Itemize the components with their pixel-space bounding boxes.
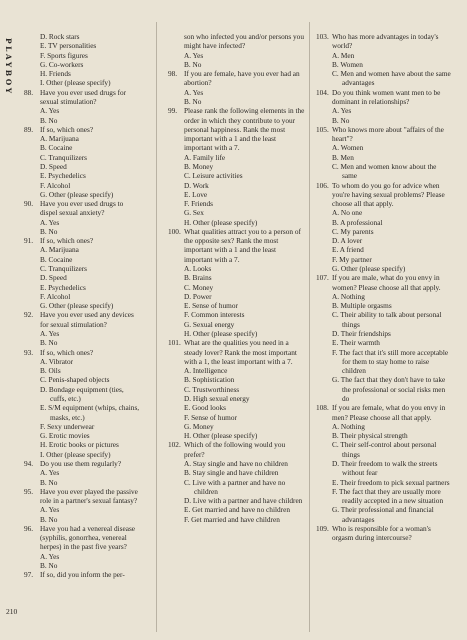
question-text: If so, which ones? <box>40 236 94 246</box>
answer-option: D. Speed <box>40 273 67 283</box>
answer-option: A. Yes <box>332 106 352 116</box>
answer-option: G. Other (please specify) <box>40 189 114 199</box>
option-group <box>168 60 305 69</box>
question-text: Have you ever played the passive role in a partner's sexual fantasy? <box>40 486 138 506</box>
question-text: To whom do you go for advice when you're having sexual problems? Please choose all that apply. <box>332 180 445 209</box>
answer-option: G. Erotic movies <box>40 431 90 441</box>
question-text: What are the qualities you need in a steady lover? Rank the most important with a 1, the least important with a 7. <box>184 338 297 366</box>
answer-option: C. Tranquilizers <box>40 152 88 162</box>
answer-option: C. Men and women know about the same <box>332 161 437 181</box>
answer-option: B. Cocaine <box>40 254 73 264</box>
question-text: If you are female, have you ever had an abortion? <box>184 69 300 88</box>
answer-option: B. Multiple orgasms <box>332 301 392 311</box>
column-3 <box>316 32 453 542</box>
question-item <box>316 273 453 403</box>
question-number: 100. <box>168 226 181 236</box>
question-number: 105. <box>316 124 329 134</box>
answer-option: A. Nothing <box>332 291 365 301</box>
answer-option: C. Money <box>184 282 214 292</box>
answer-option: A. No one <box>332 208 363 218</box>
answer-option: A. Yes <box>40 468 60 478</box>
question-text: Have you ever used drugs to dispel sexual anxiety? <box>40 199 124 218</box>
answer-option: C. Penis-shaped objects <box>40 375 110 385</box>
question-number: 89. <box>24 124 34 134</box>
answer-option: H. Other (please specify) <box>184 217 258 227</box>
answer-option: B. Oils <box>40 366 61 376</box>
answer-option: F. Sports figures <box>40 50 88 60</box>
question-item <box>24 348 140 459</box>
answer-option: B. No <box>40 338 58 348</box>
answer-option: I. Other (please specify) <box>40 449 111 459</box>
answer-option: G. Other (please specify) <box>40 301 114 311</box>
answer-option: B. Men <box>332 152 354 162</box>
question-text: Do you use them regularly? <box>40 458 122 468</box>
question-text: Have you ever used any devices for sexual stimulation? <box>40 310 134 329</box>
answer-option: G. The fact that they don't have to take the professional or social risks men do <box>332 375 446 403</box>
answer-option: G. Sex <box>184 208 204 218</box>
option-group <box>24 69 140 78</box>
question-item <box>24 88 140 125</box>
question-text: Have you ever used drugs for sexual stimulation? <box>40 87 127 106</box>
question-number: 94. <box>24 458 34 468</box>
question-text: Do you think women want men to be dominant in relationships? <box>332 87 441 106</box>
answer-option: A. Yes <box>40 106 60 116</box>
answer-option: A. Intelligence <box>184 366 228 376</box>
question-item <box>168 338 305 440</box>
answer-option: C. Trustworthiness <box>184 384 240 394</box>
question-text: If so, which ones? <box>40 347 94 357</box>
answer-option: E. S/M equipment (whips, chains, masks, etc.) <box>40 403 140 422</box>
question-text: If so, which ones? <box>40 124 94 134</box>
answer-option: G. Co-workers <box>40 59 84 69</box>
answer-option: A. Yes <box>184 50 204 60</box>
answer-option: F. Friends <box>184 199 214 209</box>
answer-option: B. Stay single and have children <box>184 468 279 478</box>
answer-option: E. Get married and have no children <box>184 505 290 515</box>
answer-option: D. Work <box>184 180 209 190</box>
answer-option: E. Love <box>184 189 208 199</box>
answer-option: E. Good looks <box>184 403 226 413</box>
answer-option: F. Sexy underwear <box>40 421 95 431</box>
answer-option: E. Psychedelics <box>40 171 86 181</box>
page-number: 210 <box>6 607 18 616</box>
answer-option: B. No <box>40 514 58 524</box>
question-item <box>316 32 453 88</box>
answer-option: D. Their friendships <box>332 329 391 338</box>
answer-option: C. Tranquilizers <box>40 264 88 274</box>
answer-option: C. My parents <box>332 226 374 236</box>
answer-option: D. Bondage equipment (ties, cuffs, etc.) <box>40 384 124 403</box>
question-number: 109. <box>316 523 329 533</box>
answer-option: E. A friend <box>332 245 364 255</box>
question-item <box>168 440 305 524</box>
answer-option: A. Family life <box>184 152 226 162</box>
question-number: 97. <box>24 570 34 580</box>
answer-option: E. Their warmth <box>332 338 380 348</box>
question-item <box>168 69 305 106</box>
answer-option: B. No <box>184 96 202 106</box>
answer-option: B. Their physical strength <box>332 431 408 441</box>
question-number: 103. <box>316 32 329 41</box>
answer-option: A. Nothing <box>332 421 365 431</box>
question-continuation: son who infected you and/or persons you might have infected? <box>184 32 304 51</box>
question-text: What qualities attract you to a person of the opposite sex? Rank the most important with a 1 and the least important with a 7. <box>184 226 301 264</box>
answer-option: B. No <box>40 477 58 487</box>
answer-option: H. Erotic books or pictures <box>40 440 119 450</box>
answer-option: B. Cocaine <box>40 143 73 153</box>
option-group <box>24 51 140 60</box>
option-group <box>24 41 140 50</box>
answer-option: F. Alcohol <box>40 291 71 301</box>
answer-option: B. No <box>40 561 58 571</box>
option-group <box>24 32 140 41</box>
magazine-label: PLAYBOY <box>4 38 13 96</box>
answer-option: A. Men <box>332 50 355 60</box>
answer-option: B. Sophistication <box>184 375 235 385</box>
question-text: Who knows more about "affairs of the heart"? <box>332 124 444 144</box>
question-item <box>316 403 453 524</box>
answer-option: B. A professional <box>332 217 383 227</box>
question-item <box>24 199 140 236</box>
answer-option: H. Other (please specify) <box>184 329 258 338</box>
answer-option: A. Yes <box>40 551 60 561</box>
question-text: Who is responsible for a woman's orgasm during intercourse? <box>332 523 431 543</box>
answer-option: A. Yes <box>40 505 60 515</box>
answer-option: A. Vibrator <box>40 356 74 366</box>
question-item <box>24 459 140 487</box>
question-number: 93. <box>24 347 34 357</box>
answer-option: A. Yes <box>184 87 204 97</box>
question-item <box>24 236 140 310</box>
answer-option: C. Leisure activities <box>184 171 243 181</box>
column-1 <box>24 32 140 580</box>
question-item <box>316 125 453 181</box>
answer-option: D. Power <box>184 291 212 301</box>
answer-option: A. Looks <box>184 264 212 274</box>
answer-option: B. No <box>40 226 58 236</box>
answer-option: B. No <box>40 115 58 125</box>
answer-option: F. The fact that they are usually more readily accepted in a new situation <box>332 486 444 506</box>
answer-option: A. Yes <box>40 217 60 227</box>
question-text: Who has more advantages in today's world? <box>332 32 439 51</box>
answer-option: G. Their professional and financial advantages <box>332 505 434 524</box>
answer-option: B. Money <box>184 161 214 171</box>
answer-option: H. Other (please specify) <box>184 431 258 441</box>
answer-option: F. Alcohol <box>40 180 71 190</box>
answer-option: F. Sense of humor <box>184 412 237 422</box>
answer-option: B. No <box>332 115 350 125</box>
option-group <box>168 51 305 60</box>
question-text: If you are male, what do you envy in women? Please choose all that apply. <box>332 273 441 292</box>
answer-option: E. TV personalities <box>40 41 97 51</box>
answer-option: A. Marijuana <box>40 134 79 144</box>
question-item <box>316 88 453 125</box>
answer-option: C. Live with a partner and have no children <box>184 477 286 496</box>
question-text: Which of the following would you prefer? <box>184 440 286 459</box>
question-number: 90. <box>24 199 34 209</box>
question-number: 88. <box>24 87 34 97</box>
question-item <box>24 125 140 199</box>
question-text: Please rank the following elements in the order in which they contribute to your personal happiness. Rank the most important with a 1 and the least important with a 7. <box>184 106 305 153</box>
answer-option: D. Live with a partner and have children <box>184 496 303 506</box>
question-item <box>316 181 453 274</box>
question-item <box>24 310 140 347</box>
question-number: 107. <box>316 273 329 283</box>
question-number: 98. <box>168 69 178 79</box>
question-number: 99. <box>168 106 178 116</box>
answer-option: E. Psychedelics <box>40 282 86 292</box>
answer-option: G. Sexual energy <box>184 319 235 329</box>
question-number: 102. <box>168 440 181 450</box>
answer-option: F. Get married and have children <box>184 514 280 524</box>
question-number: 106. <box>316 180 329 190</box>
column-divider <box>309 22 310 632</box>
answer-option: A. Stay single and have no children <box>184 458 288 468</box>
answer-option: D. Rock stars <box>40 32 80 41</box>
question-number: 101. <box>168 338 181 348</box>
question-text: If you are female, what do you envy in men? Please choose all that apply. <box>332 403 446 422</box>
answer-option: G. Other (please specify) <box>332 264 406 274</box>
question-text: Have you had a venereal disease (syphilis, gonorrhea, venereal herpes) in the past five years? <box>40 523 136 552</box>
answer-option: F. The fact that it's still more acceptable for them to stay home to raise children <box>332 347 449 376</box>
answer-option: E. Sense of humor <box>184 301 238 311</box>
option-group <box>24 78 140 87</box>
answer-option: E. Their freedom to pick sexual partners <box>332 477 450 487</box>
answer-option: C. Men and women have about the same advantages <box>332 69 451 88</box>
question-number: 91. <box>24 236 34 246</box>
column-divider <box>156 22 157 632</box>
answer-option: B. Women <box>332 59 363 69</box>
answer-option: D. A lover <box>332 236 363 246</box>
answer-option: H. Friends <box>40 69 71 79</box>
column-2 <box>168 32 305 524</box>
question-item <box>168 106 305 227</box>
answer-option: A. Yes <box>40 329 60 338</box>
answer-option: D. Their freedom to walk the streets without fear <box>332 458 438 478</box>
answer-option: F. Common interests <box>184 310 245 320</box>
question-number: 95. <box>24 486 34 496</box>
question-item <box>316 524 453 543</box>
answer-option: A. Women <box>332 143 364 153</box>
answer-option: A. Marijuana <box>40 245 79 255</box>
answer-option: B. Brains <box>184 273 212 283</box>
question-item <box>168 227 305 338</box>
answer-option: C. Their self-control about personal things <box>332 440 437 459</box>
answer-option: D. Speed <box>40 161 67 171</box>
answer-option: F. My partner <box>332 254 372 264</box>
answer-option: I. Other (please specify) <box>40 78 111 88</box>
question-text: If so, did you inform the per- <box>40 570 125 580</box>
answer-option: D. High sexual energy <box>184 393 250 403</box>
answer-option: B. No <box>184 59 202 69</box>
question-item <box>24 570 140 579</box>
question-number: 104. <box>316 87 329 97</box>
option-group <box>24 60 140 69</box>
question-number: 92. <box>24 310 34 320</box>
answer-option: G. Money <box>184 421 214 431</box>
answer-option: C. Their ability to talk about personal things <box>332 310 442 329</box>
question-number: 96. <box>24 523 34 533</box>
question-item <box>24 487 140 524</box>
question-number: 108. <box>316 403 329 413</box>
question-item <box>24 524 140 570</box>
